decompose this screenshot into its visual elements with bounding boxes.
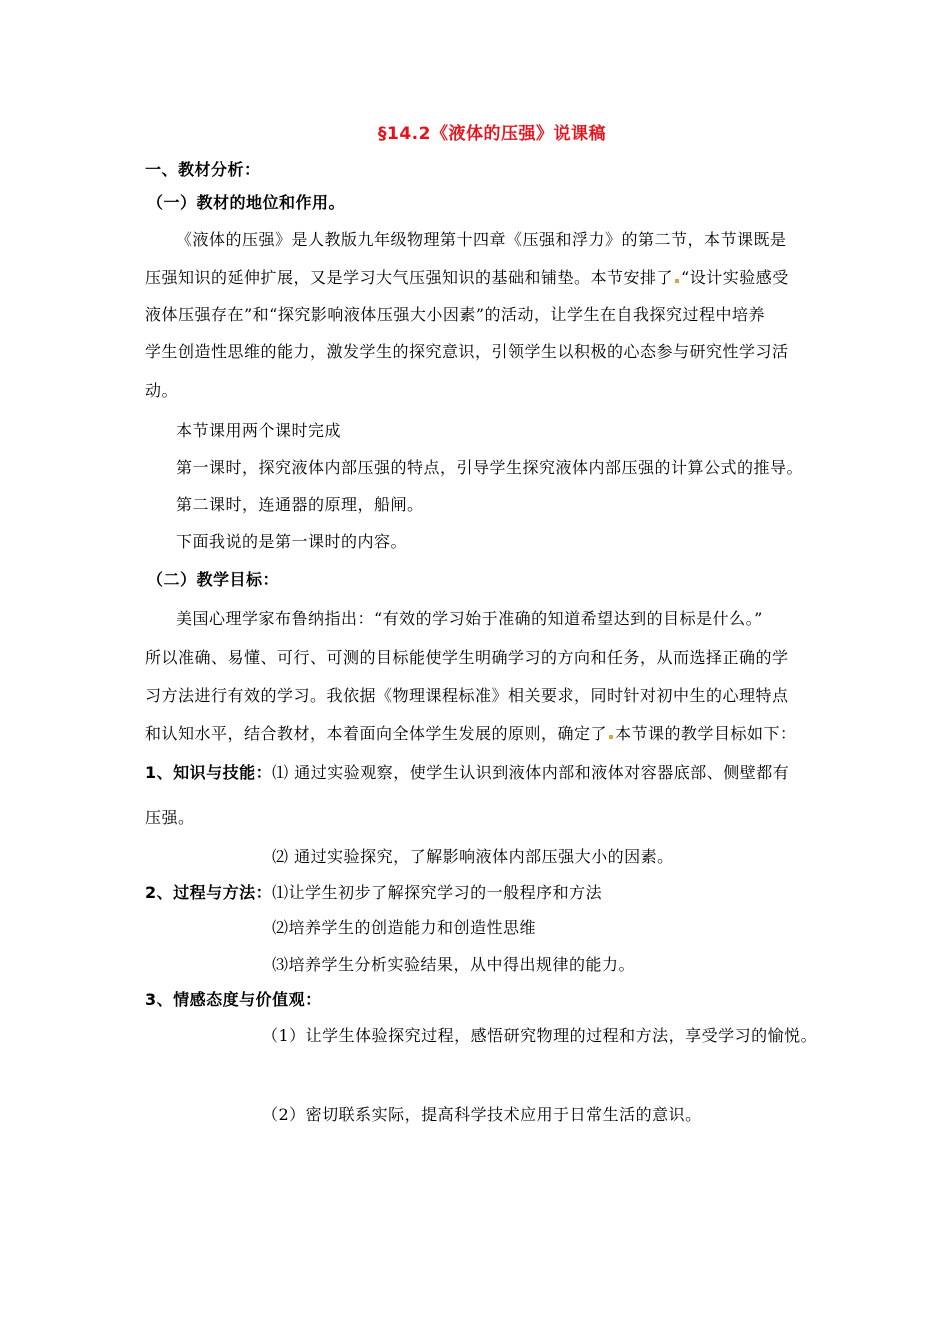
goal-label-1: 1、知识与技能：	[145, 763, 273, 782]
paragraph-line: 第二课时，连通器的原理，船闸。	[176, 495, 424, 514]
paragraph-line	[145, 724, 797, 744]
paragraph-line: 液体压强存在”和“探究影响液体压强大小因素”的活动，让学生在自我探究过程中培养	[145, 305, 766, 324]
paragraph-text: “设计实验感受	[681, 268, 789, 287]
paragraph-line: 美国心理学家布鲁纳指出：“有效的学习始于准确的知道希望达到的目标是什么。”	[176, 609, 763, 628]
goal-line: 压强。	[145, 808, 195, 827]
paragraph-text: 本节课的教学目标如下：	[615, 724, 797, 743]
goal-line: ⑵培养学生的创造能力和创造性思维	[272, 918, 537, 937]
revision-mark	[675, 279, 679, 283]
paragraph-line: 所以准确、易懂、可行、可测的目标能使学生明确学习的方向和任务，从而选择正确的学	[145, 648, 789, 667]
goal-line: （2）密切联系实际，提高科学技术应用于日常生活的意识。	[262, 1105, 702, 1124]
goal-label-3: 3、情感态度与价值观：	[145, 990, 322, 1009]
subsection-heading-2: （二）教学目标：	[147, 570, 280, 589]
goal-line: （1）让学生体验探究过程，感悟研究物理的过程和方法，享受学习的愉悦。	[262, 1026, 818, 1045]
goal-line	[145, 763, 789, 783]
section-heading-1: 一、教材分析：	[145, 160, 261, 179]
subsection-heading-1: （一）教材的地位和作用。	[147, 193, 346, 212]
paragraph-line: 本节课用两个课时完成	[176, 421, 342, 440]
document-title: §14.2《液体的压强》说课稿	[378, 124, 606, 144]
goal-line: ⑶培养学生分析实验结果，从中得出规律的能力。	[272, 955, 636, 974]
paragraph-line: 第一课时，探究液体内部压强的特点，引导学生探究液体内部压强的计算公式的推导。	[176, 458, 804, 477]
goal-label-2: 2、过程与方法：	[145, 883, 273, 902]
paragraph-line: 习方法进行有效的学习。我依据《物理课程标准》相关要求，同时针对初中生的心理特点	[145, 686, 789, 705]
paragraph-line: 下面我说的是第一课时的内容。	[176, 532, 408, 551]
paragraph-text: 压强知识的延伸扩展，又是学习大气压强知识的基础和铺垫。本节安排了	[145, 268, 674, 287]
paragraph-text: 和认知水平，结合教材，本着面向全体学生发展的原则，确定了	[145, 724, 608, 743]
goal-line	[145, 883, 602, 903]
goal-item: ⑴让学生初步了解探究学习的一般程序和方法	[272, 883, 603, 902]
paragraph-line: 动。	[145, 381, 179, 400]
revision-mark	[609, 735, 613, 739]
paragraph-line	[145, 268, 789, 288]
paragraph-line: 《液体的压强》是人教版九年级物理第十四章《压强和浮力》的第二节，本节课既是	[176, 230, 787, 249]
goal-item: ⑴ 通过实验观察，使学生认识到液体内部和液体对容器底部、侧壁都有	[272, 763, 790, 782]
goal-line: ⑵ 通过实验探究，了解影响液体内部压强大小的因素。	[272, 847, 674, 866]
paragraph-line: 学生创造性思维的能力，激发学生的探究意识，引领学生以积极的心态参与研究性学习活	[145, 342, 789, 361]
